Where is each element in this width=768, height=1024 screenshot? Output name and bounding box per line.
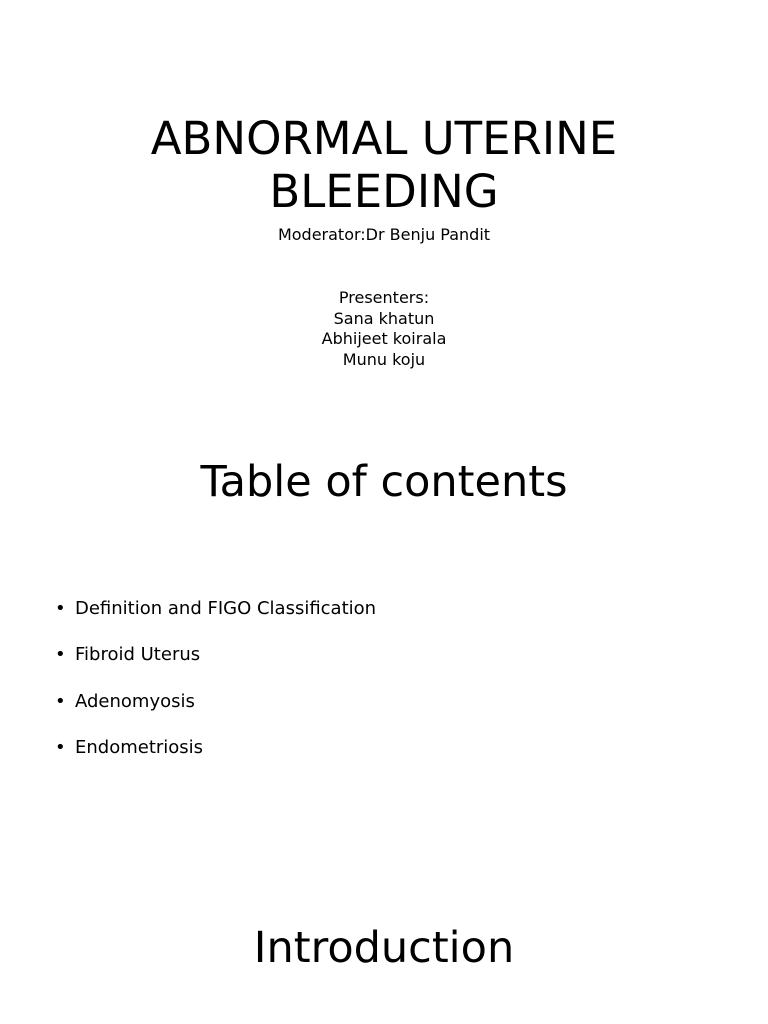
bullet-icon: •	[55, 644, 66, 665]
presenters-block	[0, 288, 768, 370]
introduction-title: Introduction	[253, 923, 515, 973]
table-of-contents-slide	[0, 430, 768, 910]
toc-item-label: Endometriosis	[75, 737, 204, 758]
presentation-title	[0, 112, 768, 218]
moderator-text: Moderator:Dr Benju Pandit	[277, 225, 491, 244]
toc-title: Table of contents	[200, 457, 568, 507]
toc-item	[55, 643, 376, 667]
presenter-name: Sana khatun	[333, 308, 435, 328]
presenters-label: Presenters:	[338, 288, 430, 307]
toc-item-label: Definition and FIGO Classification	[75, 597, 377, 619]
bullet-icon: •	[55, 737, 66, 758]
toc-item	[55, 689, 376, 713]
toc-item-label: Adenomyosis	[75, 690, 195, 712]
toc-item	[55, 736, 376, 760]
presenter-name: Abhijeet koirala	[321, 329, 447, 348]
toc-list	[55, 596, 376, 782]
presenter-name: Munu koju	[342, 349, 426, 369]
bullet-icon: •	[55, 597, 66, 619]
toc-item-label: Fibroid Uterus	[75, 644, 201, 665]
title-line-1: ABNORMAL UTERINE	[150, 112, 618, 165]
bullet-icon: •	[55, 690, 66, 712]
toc-item	[55, 596, 376, 620]
title-line-2: BLEEDING	[269, 165, 499, 218]
title-slide	[0, 0, 768, 430]
introduction-slide	[0, 910, 768, 1024]
